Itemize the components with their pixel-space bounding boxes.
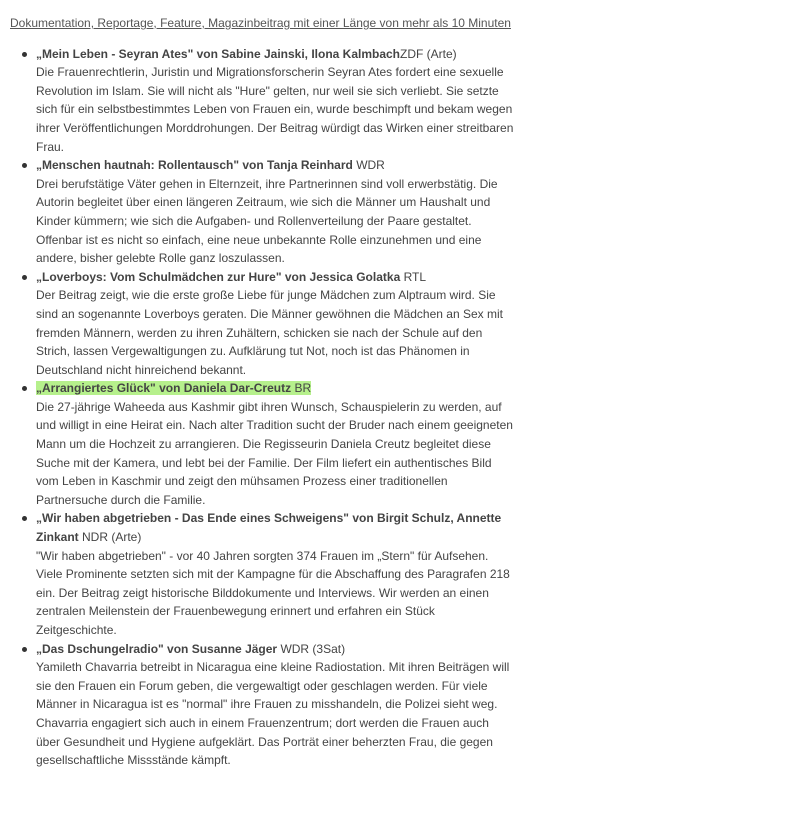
entry-title: „Das Dschungelradio" von Susanne Jäger	[36, 641, 278, 656]
entry-title: „Arrangiertes Glück" von Daniela Dar-Creutz	[36, 381, 292, 396]
bullet-icon	[22, 516, 27, 521]
entry-list	[10, 45, 515, 770]
entry-broadcaster: BR	[294, 381, 312, 396]
bullet-icon	[22, 386, 27, 391]
list-item	[36, 640, 515, 770]
entry-broadcaster: ZDF (Arte)	[400, 46, 457, 61]
bullet-icon	[22, 163, 27, 168]
highlighted-entry-heading	[36, 381, 311, 395]
list-item	[36, 156, 515, 268]
list-item	[36, 379, 515, 509]
list-item	[36, 268, 515, 380]
entry-description: Der Beitrag zeigt, wie die erste große Liebe für junge Mädchen zum Alptraum wird. Sie sind an sogenannte Loverboys geraten. Die Männer gewöhnen die Mädchen an Sex mit fremden Männern, werden zu ihren Zuhältern, schicken sie nach der Schule auf den Strich, lassen Vergewaltigungen zu. Aufklärung tut Not, noch ist das Phänomen in Deutschland nicht hinreichend bekannt.	[36, 288, 503, 377]
entry-title: „Wir haben abgetrieben - Das Ende eines Schweigens" von Birgit Schulz, Annette Zinkant	[36, 511, 502, 545]
list-item	[36, 45, 515, 157]
entry-broadcaster: WDR (3Sat)	[280, 641, 346, 656]
entry-description: Yamileth Chavarria betreibt in Nicaragua eine kleine Radiostation. Mit ihren Beiträgen will sie den Frauen ein Forum geben, die vergewaltigt oder geschlagen werden. Für viele Männer in Nicaragua ist es "normal" ihre Frauen zu misshandeln, die Polizei sieht weg. Chavarria engagiert sich auch in einem Frauenzentrum; dort werden die Frauen auch über Gesundheit und Hygiene aufgeklärt. Das Porträt einer beherzten Frau, die gegen gesellschaftliche Missstände kämpft.	[36, 660, 510, 768]
bullet-icon	[22, 52, 27, 57]
bullet-icon	[22, 647, 27, 652]
entry-description: Drei berufstätige Väter gehen in Elternzeit, ihre Partnerinnen sind voll erwerbstätig. Die Autorin begleitet über einen längeren Zeitraum, wie sich die Männer um Haushalt und Kinder kümmern; wie sich die Aufgaben- und Rollenverteilung der Paare gestaltet. Offenbar ist es nicht so einfach, eine neue unbekannte Rolle einzunehmen und eine andere, bisher gelebte Rolle ganz loszulassen.	[36, 176, 498, 266]
entry-broadcaster: NDR (Arte)	[82, 530, 142, 545]
entry-description: Die 27-jährige Waheeda aus Kashmir gibt ihren Wunsch, Schauspielerin zu werden, auf und willigt in eine Heirat ein. Nach alter Tradition sucht der Bruder nach einem geeigneten Mann um die Hochzeit zu arrangieren. Die Regisseurin Daniela Creutz begleitet diese Suche mit der Kamera, und lebt bei der Familie. Der Film liefert ein authentisches Bild vom Leben in Kaschmir und zeigt den mühsamen Prozess einer traditionellen Partnersuche durch die Familie.	[36, 399, 513, 507]
entry-broadcaster: RTL	[403, 269, 427, 284]
entry-title: „Mein Leben - Seyran Ates" von Sabine Jainski, Ilona Kalmbach	[36, 46, 401, 61]
category-heading-link[interactable]: Dokumentation, Reportage, Feature, Magazinbeitrag mit einer Länge von mehr als 10 Minuten	[10, 16, 511, 30]
list-item	[36, 509, 515, 639]
entry-title: „Loverboys: Vom Schulmädchen zur Hure" von Jessica Golatka	[36, 269, 401, 284]
entry-title: „Menschen hautnah: Rollentausch" von Tanja Reinhard	[36, 158, 353, 173]
entry-description: "Wir haben abgetrieben" - vor 40 Jahren sorgten 374 Frauen im „Stern" für Aufsehen. Viele Prominente setzten sich mit der Kampagne für die Abschaffung des Paragrafen 218 ein. Der Beitrag zeigt historische Bilddokumente und Interviews. Wir werden an einen zentralen Meilenstein der Frauenbewegung erinnert und erfahren ein Stück Zeitgeschichte.	[36, 548, 510, 637]
entry-broadcaster: WDR	[356, 158, 385, 173]
entry-description: Die Frauenrechtlerin, Juristin und Migrationsforscherin Seyran Ates fordert eine sexuelle Revolution im Islam. Sie will nicht als "Hure" gelten, nur weil sie sich verliebt. Sie setzte sich für ein selbstbestimmtes Leben von Frauen ein, wurde beschimpft und bekam wegen ihrer Veröffentlichungen Morddrohungen. Der Beitrag würdigt das Wirken einer streitbaren Frau.	[36, 65, 514, 154]
bullet-icon	[22, 275, 27, 280]
